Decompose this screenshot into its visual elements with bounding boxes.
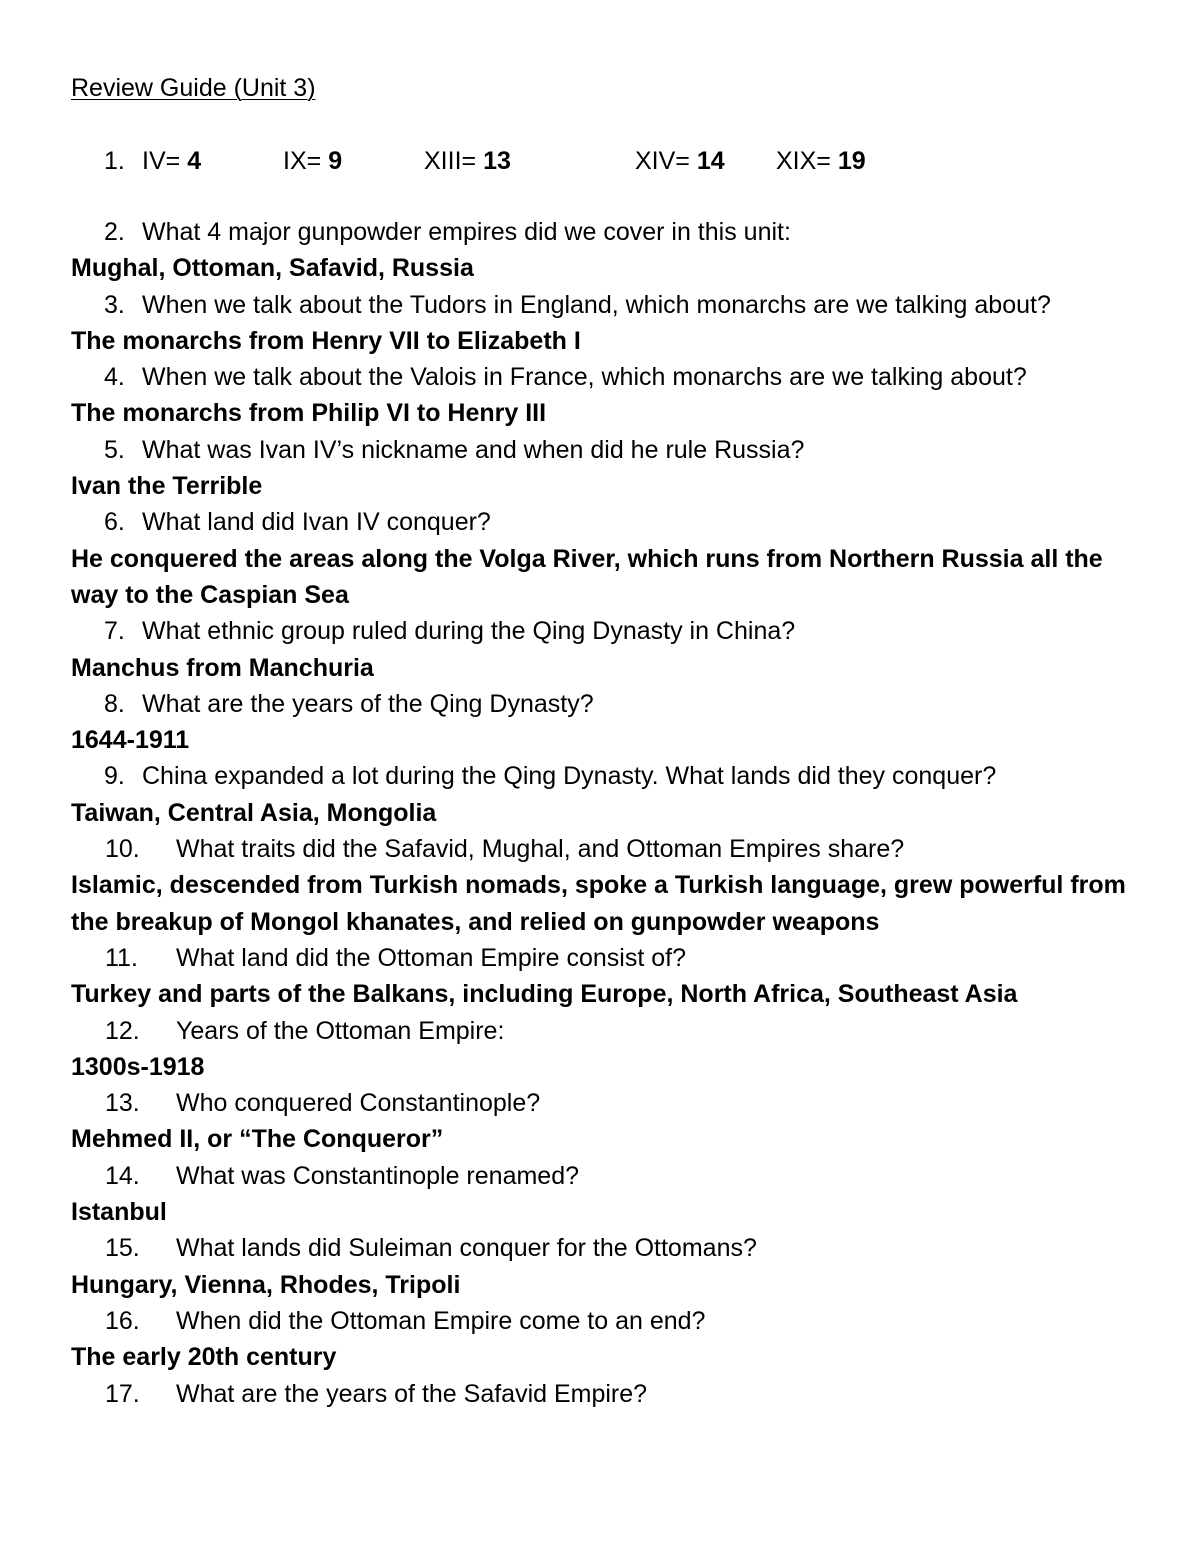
answer: He conquered the areas along the Volga River, which runs from Northern Russia all the way to the Caspian Sea [71,544,1103,609]
question-text: Who conquered Constantinople? [176,1089,541,1118]
roman-numeral: XIV= [635,147,690,175]
question-text: What are the years of the Safavid Empire? [176,1379,648,1408]
answer: The early 20th century [71,1343,337,1372]
question-text: When we talk about the Tudors in England, which monarchs are we talking about? [142,290,1051,319]
question [0,686,1200,722]
roman-value: 4 [187,147,202,175]
question [0,940,1200,976]
roman-numerals-row [0,144,1200,178]
question-number: 5. [104,435,125,464]
question-text: What land did the Ottoman Empire consist of? [176,943,686,972]
roman-value: 13 [483,147,511,175]
question [0,504,1200,540]
question [0,214,1200,250]
page-title: Review Guide (Unit 3) [71,74,316,102]
question-number: 13. [105,1089,140,1118]
question [0,1013,1200,1049]
question [0,831,1200,867]
question-text: What traits did the Safavid, Mughal, and Ottoman Empires share? [176,835,905,864]
roman-value: 14 [696,147,725,175]
question-text: What ethnic group ruled during the Qing Dynasty in China? [142,617,796,646]
question-text: What lands did Suleiman conquer for the Ottomans? [176,1234,757,1263]
answer: 1644-1911 [71,726,190,755]
roman-numeral: IV= [142,147,181,175]
question-number: 12. [105,1016,140,1045]
roman-pair-iv [142,144,201,178]
answer: Istanbul [71,1198,167,1227]
question-text: What was Ivan IV’s nickname and when did he rule Russia? [142,435,805,464]
answer: Mehmed II, or “The Conqueror” [71,1125,444,1154]
question [0,1303,1200,1339]
roman-numeral: XIX= [776,147,831,175]
question-list [0,214,1200,1412]
question-number: 7. [104,617,125,646]
answer: The monarchs from Philip VI to Henry III [71,399,547,428]
answer: Manchus from Manchuria [71,653,374,682]
question-number: 1. [104,147,125,175]
question-text: What 4 major gunpowder empires did we cover in this unit: [142,218,791,246]
answer: The monarchs from Henry VII to Elizabeth I [71,326,581,355]
answer: Ivan the Terrible [71,472,263,501]
roman-value: 9 [328,147,343,175]
question-number: 9. [104,762,125,791]
roman-pair-xiv [635,144,725,178]
question [0,613,1200,649]
question-number: 6. [104,508,125,537]
answer: Hungary, Vienna, Rhodes, Tripoli [71,1270,461,1299]
question-text: What was Constantinople renamed? [176,1161,580,1190]
roman-pair-ix [283,144,342,178]
question [0,287,1200,323]
answer: Mughal, Ottoman, Safavid, Russia [71,254,474,283]
question-number: 8. [104,689,125,718]
question [0,359,1200,395]
question [0,1230,1200,1266]
question-number: 3. [104,290,125,319]
question-number: 10. [105,835,140,864]
question-number: 14. [105,1161,140,1190]
question-number: 2. [104,218,125,246]
answer: Taiwan, Central Asia, Mongolia [71,798,437,827]
question-text: When did the Ottoman Empire come to an end? [176,1306,706,1335]
question-text: Years of the Ottoman Empire: [176,1016,505,1045]
answer: 1300s-1918 [71,1052,205,1081]
question-number: 16. [105,1306,140,1335]
question-number: 4. [104,363,125,392]
roman-value: 19 [837,147,866,175]
question [0,1085,1200,1121]
roman-pair-xix [776,144,866,178]
answer: Turkey and parts of the Balkans, including Europe, North Africa, Southeast Asia [71,980,1018,1009]
question-text: What are the years of the Qing Dynasty? [142,689,594,718]
question-number: 17. [105,1379,140,1408]
question [0,1158,1200,1194]
question-number: 15. [105,1234,140,1263]
question-text: What land did Ivan IV conquer? [142,508,491,537]
roman-pair-xiii [424,144,511,178]
roman-numeral: IX= [283,147,322,175]
question [0,1376,1200,1412]
question-text: When we talk about the Valois in France, which monarchs are we talking about? [142,363,1027,392]
question [0,758,1200,794]
question-number: 11. [105,943,138,972]
roman-numeral: XIII= [424,147,477,175]
question-text: China expanded a lot during the Qing Dynasty. What lands did they conquer? [142,762,997,791]
question [0,432,1200,468]
answer: Islamic, descended from Turkish nomads, spoke a Turkish language, grew powerful from the breakup of Mongol khanates, and relied on gunpowder weapons [71,871,1126,936]
